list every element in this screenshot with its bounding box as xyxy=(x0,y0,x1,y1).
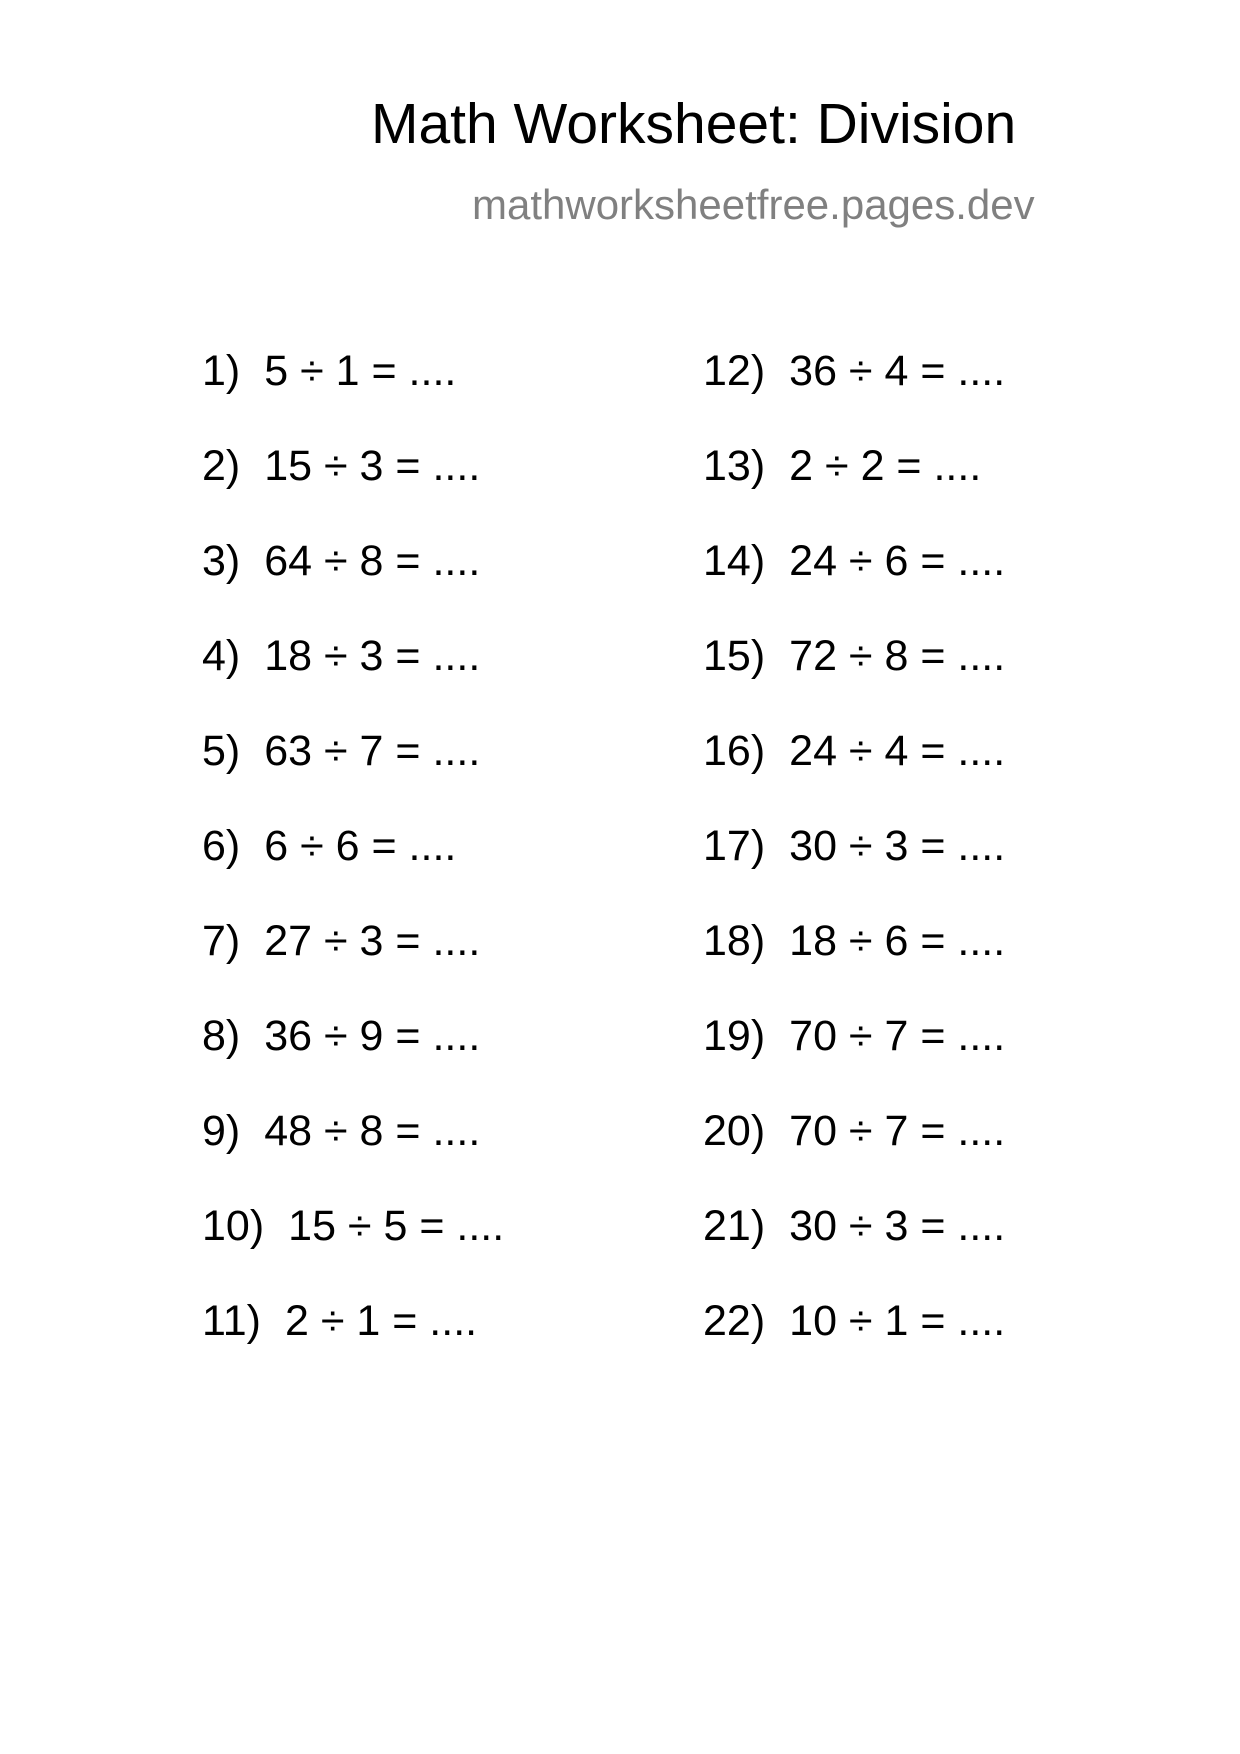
problem-expression: 64 ÷ 8 = .... xyxy=(264,537,481,585)
problem-number: 5) xyxy=(202,727,241,775)
problem-expression: 24 ÷ 6 = .... xyxy=(789,537,1006,585)
problem-item xyxy=(202,442,504,540)
problem-list-right xyxy=(703,347,1006,1395)
problem-number: 21) xyxy=(703,1202,766,1250)
problem-expression: 63 ÷ 7 = .... xyxy=(264,727,481,775)
problem-expression: 15 ÷ 3 = .... xyxy=(264,442,481,490)
problem-number: 9) xyxy=(202,1107,241,1155)
problem-item xyxy=(202,537,504,635)
problem-expression: 72 ÷ 8 = .... xyxy=(789,632,1006,680)
problem-expression: 48 ÷ 8 = .... xyxy=(264,1107,481,1155)
problem-item xyxy=(202,1012,504,1110)
problem-expression: 18 ÷ 6 = .... xyxy=(789,917,1006,965)
problem-number: 15) xyxy=(703,632,766,680)
problem-item xyxy=(202,727,504,825)
problem-number: 18) xyxy=(703,917,766,965)
problem-item xyxy=(703,1202,1006,1300)
problem-expression: 27 ÷ 3 = .... xyxy=(264,917,481,965)
problem-item xyxy=(703,822,1006,920)
problem-expression: 70 ÷ 7 = .... xyxy=(789,1012,1006,1060)
problem-expression: 36 ÷ 4 = .... xyxy=(789,347,1006,395)
problem-expression: 70 ÷ 7 = .... xyxy=(789,1107,1006,1155)
problem-number: 8) xyxy=(202,1012,241,1060)
problem-item xyxy=(202,822,504,920)
problem-number: 20) xyxy=(703,1107,766,1155)
problem-item xyxy=(703,442,1005,540)
problem-list-left xyxy=(202,347,505,1395)
problem-item xyxy=(202,1202,505,1300)
problem-number: 17) xyxy=(703,822,766,870)
problem-item xyxy=(703,632,1006,730)
problem-item xyxy=(703,1107,1006,1205)
problem-expression: 6 ÷ 6 = .... xyxy=(264,822,457,870)
problem-expression: 24 ÷ 4 = .... xyxy=(789,727,1006,775)
problem-expression: 18 ÷ 3 = .... xyxy=(264,632,481,680)
problem-number: 1) xyxy=(202,347,241,395)
problem-item xyxy=(202,917,504,1015)
problem-number: 6) xyxy=(202,822,241,870)
problem-number: 13) xyxy=(703,442,766,490)
problem-number: 11) xyxy=(202,1297,261,1345)
problem-expression: 30 ÷ 3 = .... xyxy=(789,822,1006,870)
problem-item xyxy=(202,1107,504,1205)
problem-number: 12) xyxy=(703,347,766,395)
problem-expression: 10 ÷ 1 = .... xyxy=(789,1297,1006,1345)
problem-expression: 36 ÷ 9 = .... xyxy=(264,1012,481,1060)
problem-item xyxy=(703,1297,1006,1395)
problem-number: 3) xyxy=(202,537,241,585)
problem-number: 2) xyxy=(202,442,241,490)
problem-number: 22) xyxy=(703,1297,766,1345)
page-title: Math Worksheet: Division xyxy=(371,92,1017,156)
problem-item xyxy=(202,1297,504,1395)
problem-item xyxy=(202,347,504,445)
problem-item xyxy=(202,632,504,730)
problem-expression: 5 ÷ 1 = .... xyxy=(264,347,457,395)
problem-expression: 30 ÷ 3 = .... xyxy=(789,1202,1006,1250)
problem-item xyxy=(703,1012,1006,1110)
problem-expression: 2 ÷ 2 = .... xyxy=(789,442,982,490)
problem-number: 14) xyxy=(703,537,766,585)
problem-number: 4) xyxy=(202,632,241,680)
problem-number: 16) xyxy=(703,727,766,775)
problem-item xyxy=(703,727,1006,825)
page-subtitle: mathworksheetfree.pages.dev xyxy=(472,181,1035,228)
problem-expression: 15 ÷ 5 = .... xyxy=(288,1202,505,1250)
problem-expression: 2 ÷ 1 = .... xyxy=(284,1297,478,1345)
problem-item xyxy=(703,537,1006,635)
problem-item xyxy=(703,917,1006,1015)
problem-number: 10) xyxy=(202,1202,265,1250)
problem-item xyxy=(703,347,1006,445)
problem-number: 7) xyxy=(202,917,241,965)
problem-number: 19) xyxy=(703,1012,766,1060)
